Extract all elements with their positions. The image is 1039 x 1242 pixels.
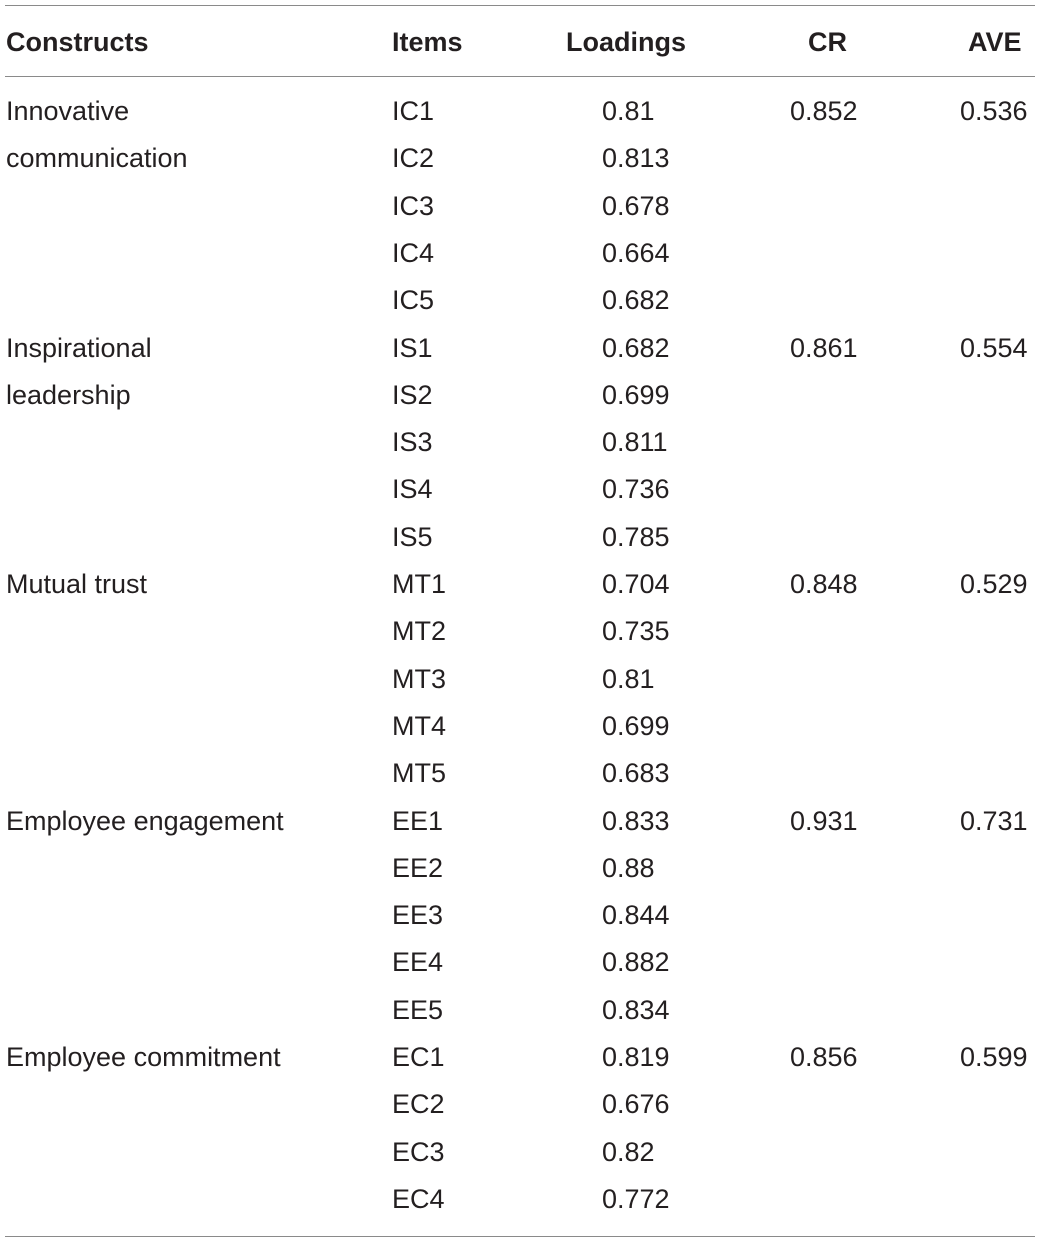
loading-cell: 0.664 (602, 237, 670, 268)
item-cell: IS5 (392, 521, 433, 552)
loading-cell: 0.682 (602, 332, 670, 363)
item-cell: EC4 (392, 1183, 445, 1214)
ave-cell: 0.554 (960, 332, 1028, 363)
ave-cell: 0.536 (960, 96, 1028, 126)
loading-cell: 0.819 (602, 1042, 670, 1072)
loading-cell: 0.736 (602, 474, 670, 505)
table-bottom-rule (5, 1236, 1035, 1237)
item-cell: MT4 (392, 710, 446, 741)
construct-cell: Mutual trust (6, 569, 148, 599)
table-row (0, 703, 1039, 750)
header-items: Items (392, 27, 463, 57)
loading-cell: 0.678 (602, 190, 670, 221)
item-cell: IS3 (392, 427, 433, 458)
table-row (0, 939, 1039, 986)
item-cell: IC4 (392, 237, 435, 268)
table-row (0, 1129, 1039, 1176)
loading-cell: 0.82 (602, 1136, 655, 1167)
loading-cell: 0.88 (602, 852, 655, 883)
header-cr: CR (808, 27, 847, 57)
item-cell: EC2 (392, 1089, 445, 1120)
construct-cell: communication (6, 143, 188, 174)
table-row (0, 230, 1039, 277)
item-cell: MT5 (392, 758, 446, 789)
header-constructs: Constructs (6, 27, 149, 57)
table-row (0, 514, 1039, 561)
table-row (0, 277, 1039, 324)
header-loadings: Loadings (566, 27, 686, 57)
item-cell: EC1 (392, 1042, 445, 1072)
cr-cell: 0.861 (790, 332, 858, 363)
header-ave: AVE (968, 27, 1022, 57)
loading-cell: 0.704 (602, 569, 670, 599)
loading-cell: 0.813 (602, 143, 670, 174)
item-cell: IC2 (392, 143, 435, 174)
table-row (0, 750, 1039, 797)
table-header-rule (5, 76, 1035, 77)
loading-cell: 0.676 (602, 1089, 670, 1120)
table-row (0, 608, 1039, 655)
table-row (0, 656, 1039, 703)
loading-cell: 0.844 (602, 900, 670, 931)
table-row (0, 1176, 1039, 1223)
table-row (0, 892, 1039, 939)
item-cell: IC1 (392, 96, 435, 126)
table-row (0, 845, 1039, 892)
construct-cell: Innovative (6, 96, 130, 126)
construct-cell: Employee engagement (6, 805, 284, 836)
item-cell: IC3 (392, 190, 435, 221)
table-row (0, 466, 1039, 513)
loading-cell: 0.882 (602, 947, 670, 978)
table-row (0, 561, 1039, 608)
cr-cell: 0.931 (790, 805, 858, 836)
item-cell: IS2 (392, 379, 433, 410)
loading-cell: 0.81 (602, 663, 655, 694)
cr-cell: 0.848 (790, 569, 858, 599)
item-cell: IS1 (392, 332, 433, 363)
cr-cell: 0.856 (790, 1042, 858, 1072)
item-cell: MT1 (392, 569, 446, 599)
item-cell: EE3 (392, 900, 444, 931)
item-cell: EE4 (392, 947, 444, 978)
loading-cell: 0.683 (602, 758, 670, 789)
table-row (0, 1034, 1039, 1081)
table-row (0, 419, 1039, 466)
loading-cell: 0.772 (602, 1183, 670, 1214)
table-row (0, 135, 1039, 182)
table-row (0, 183, 1039, 230)
item-cell: EE5 (392, 994, 444, 1025)
table-row (0, 1081, 1039, 1128)
loading-cell: 0.833 (602, 805, 670, 836)
item-cell: MT2 (392, 616, 446, 647)
table-row (0, 372, 1039, 419)
cr-cell: 0.852 (790, 96, 858, 126)
loading-cell: 0.735 (602, 616, 670, 647)
construct-cell: Employee commitment (6, 1042, 281, 1072)
ave-cell: 0.529 (960, 569, 1028, 599)
item-cell: IS4 (392, 474, 433, 505)
construct-cell: Inspirational (6, 332, 152, 363)
construct-cell: leadership (6, 379, 131, 410)
table-row (0, 798, 1039, 845)
table-header-row (0, 5, 1039, 76)
ave-cell: 0.599 (960, 1042, 1028, 1072)
loading-cell: 0.682 (602, 285, 670, 316)
item-cell: EC3 (392, 1136, 445, 1167)
loading-cell: 0.785 (602, 521, 670, 552)
item-cell: MT3 (392, 663, 446, 694)
ave-cell: 0.731 (960, 805, 1028, 836)
table-row (0, 88, 1039, 135)
item-cell: EE1 (392, 805, 444, 836)
loading-cell: 0.699 (602, 710, 670, 741)
loading-cell: 0.81 (602, 96, 655, 126)
item-cell: IC5 (392, 285, 435, 316)
loading-cell: 0.834 (602, 994, 670, 1025)
item-cell: EE2 (392, 852, 444, 883)
table-row (0, 325, 1039, 372)
loading-cell: 0.699 (602, 379, 670, 410)
loading-cell: 0.811 (602, 427, 668, 458)
table-row (0, 987, 1039, 1034)
